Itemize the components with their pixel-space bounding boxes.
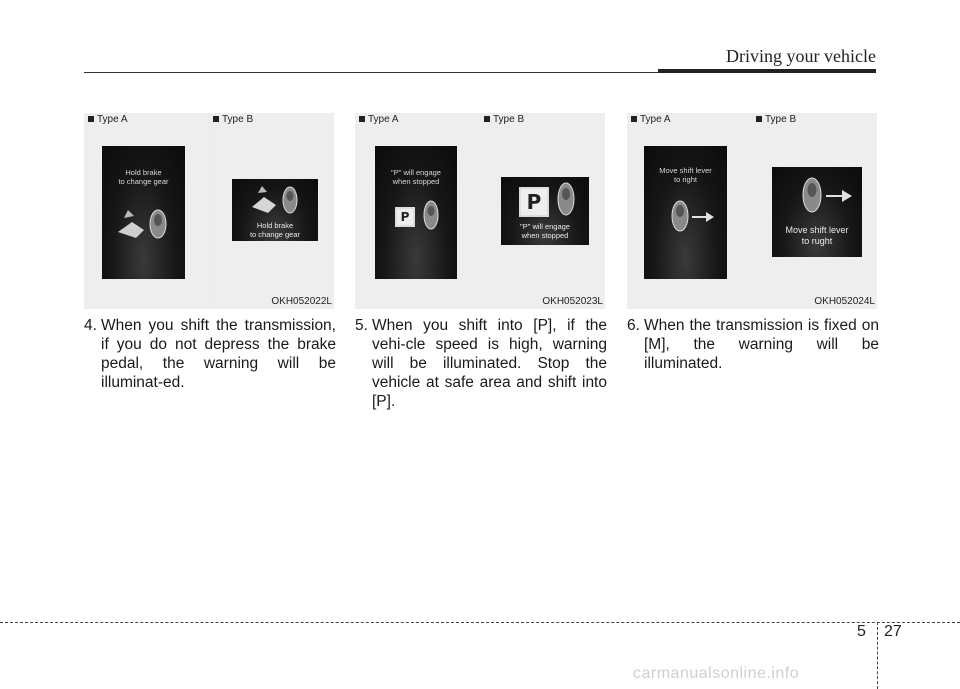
caption-text: When the transmission is fixed on [M], the warning will be illuminated.: [644, 317, 879, 372]
caption-number: 5.: [355, 317, 368, 334]
figure-code: OKH052024L: [814, 296, 875, 307]
figure-code: OKH052023L: [542, 296, 603, 307]
type-b-area: [210, 113, 334, 309]
type-a-area: [84, 113, 208, 309]
shift-knob-icon: [421, 198, 441, 232]
type-b-label: Type B: [213, 114, 253, 125]
screen-message: Hold brake to change gear: [118, 168, 169, 186]
figure-code: OKH052022L: [271, 296, 332, 307]
display-screen-type-b: [232, 179, 318, 241]
type-b-label: Type B: [484, 114, 524, 125]
type-a-area: [355, 113, 479, 309]
caption-5: [355, 316, 607, 411]
caption-text: When you shift into [P], if the vehi-cle speed is high, warning will be illuminated. Stop the vehicle at safe area and shift into [P].: [372, 317, 607, 410]
figure-panel-1: [84, 113, 334, 309]
header-rule-thin: [84, 72, 658, 73]
square-bullet-icon: [631, 116, 637, 122]
caption-text: When you shift the transmission, if you do not depress the brake pedal, the warning will be illuminat-ed.: [101, 317, 336, 391]
shift-right-icon: [666, 196, 716, 236]
shift-right-icon: [796, 173, 856, 217]
section-title: Driving your vehicle: [726, 46, 876, 66]
watermark: carmanualsonline.info: [633, 665, 800, 682]
footer-vertical-divider: [877, 622, 878, 689]
figure-panel-3: [627, 113, 877, 309]
caption-number: 4.: [84, 317, 97, 334]
section-number: 5: [857, 623, 866, 640]
park-p-icon: P: [519, 187, 549, 217]
figure-panel-2: [355, 113, 605, 309]
type-b-label: Type B: [756, 114, 796, 125]
shift-knob-icon: [555, 180, 577, 218]
caption-4: [84, 316, 336, 392]
display-screen-type-b: [501, 177, 589, 245]
square-bullet-icon: [484, 116, 490, 122]
display-screen-type-a: [644, 146, 727, 279]
footer-divider: [0, 622, 960, 623]
screen-message: "P" will engage when stopped: [520, 222, 570, 240]
square-bullet-icon: [756, 116, 762, 122]
type-b-area: [481, 113, 605, 309]
screen-message: "P" will engage when stopped: [391, 168, 441, 186]
screen-message: Move shift lever to right: [659, 166, 712, 184]
page-number: 27: [884, 623, 902, 640]
screen-message: Move shift lever to rught: [785, 225, 849, 246]
display-screen-type-a: [375, 146, 457, 279]
square-bullet-icon: [359, 116, 365, 122]
caption-6: [627, 316, 879, 373]
screen-message: Hold brake to change gear: [249, 221, 301, 239]
display-screen-type-b: [772, 167, 862, 257]
type-a-label: Type A: [359, 114, 399, 125]
square-bullet-icon: [213, 116, 219, 122]
caption-number: 6.: [627, 317, 640, 334]
type-b-area: [753, 113, 877, 309]
brake-shift-icon: [114, 204, 174, 244]
header-rule-thick: [658, 69, 876, 73]
type-a-label: Type A: [631, 114, 671, 125]
park-p-icon: P: [395, 207, 415, 227]
display-screen-type-a: [102, 146, 185, 279]
brake-shift-icon: [248, 183, 304, 219]
type-a-area: [627, 113, 751, 309]
square-bullet-icon: [88, 116, 94, 122]
type-a-label: Type A: [88, 114, 128, 125]
